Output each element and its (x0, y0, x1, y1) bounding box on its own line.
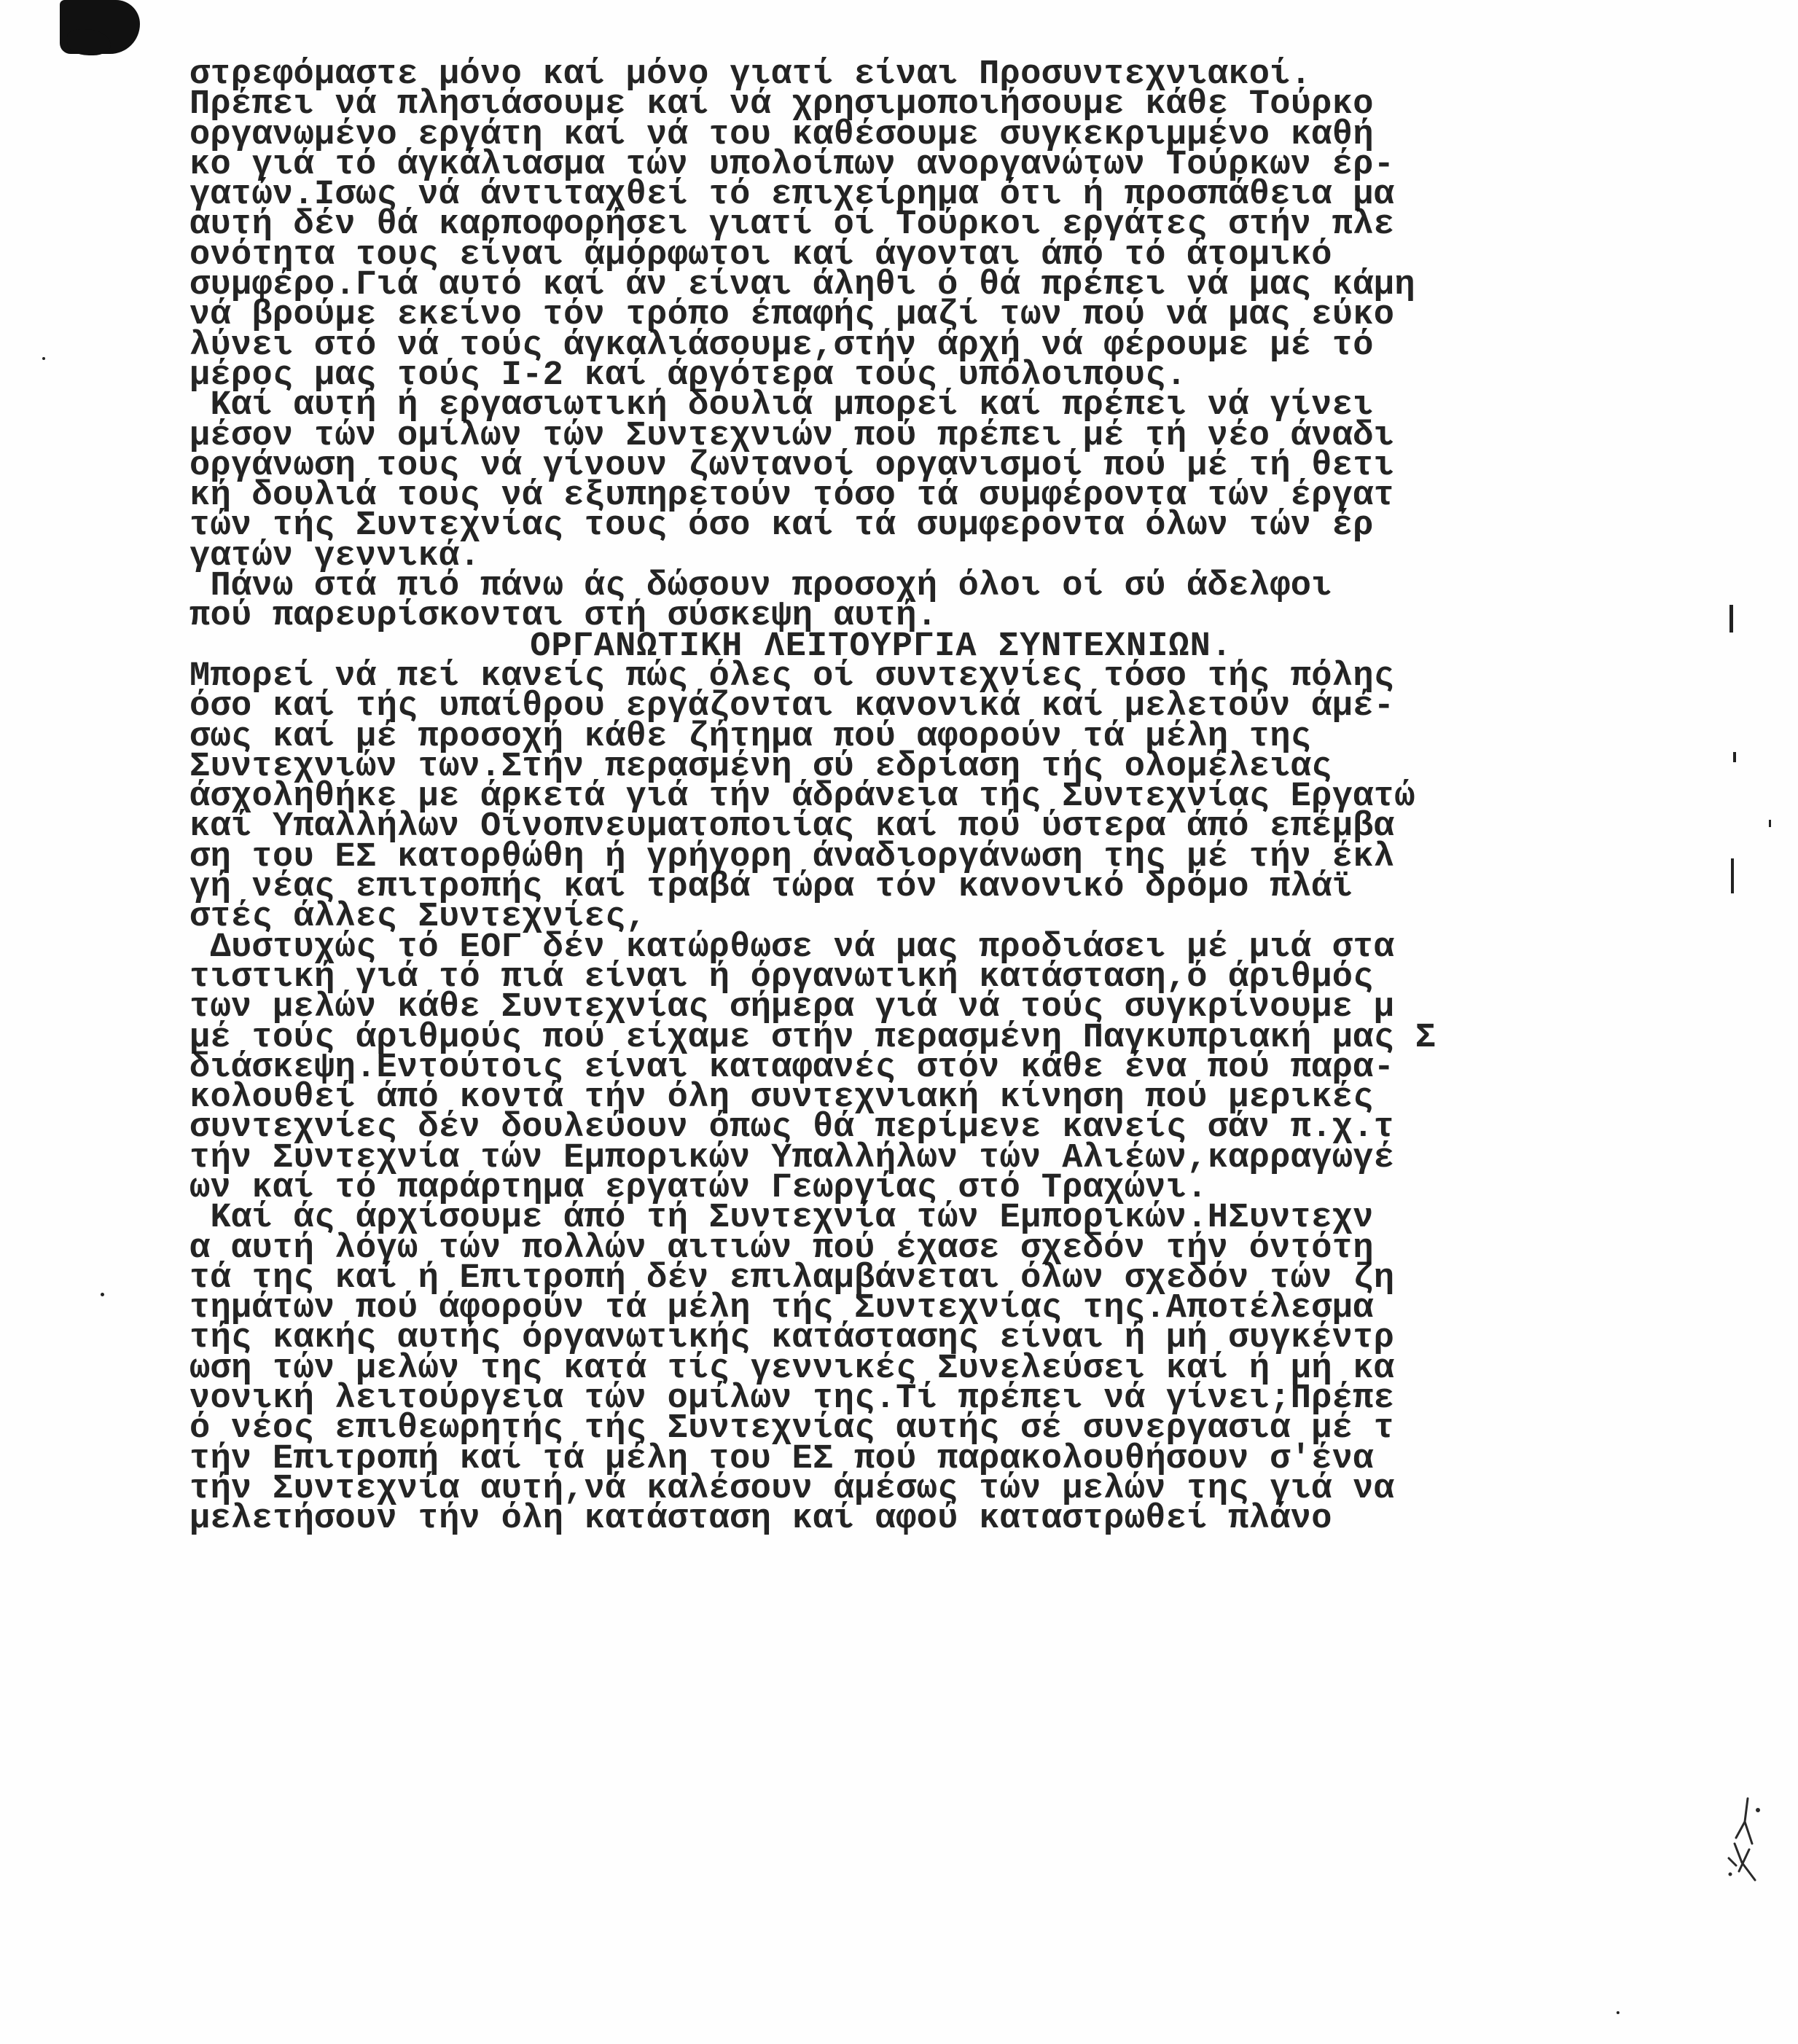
text-line: τών τής Συντεχνίας τους όσο καί τά συμφεροντα όλων τών έρ (189, 506, 1374, 546)
text-line: τημάτων πού άφορούν τά μέλη τής Συντεχνίας της.Αποτέλεσμα (189, 1289, 1374, 1328)
text-line: ων καί τό παράρτημα εργατών Γεωργίας στό Τραχώνι. (189, 1168, 1208, 1207)
text-line: αυτή δέν θά καρποφορήσει γιατί οί Τούρκοι εργάτες στήν πλε (189, 205, 1395, 245)
margin-scribble (1720, 1793, 1771, 1887)
text-line: τήν Συντεχνία τών Εμπορικών Υπαλλήλων τών Αλιέων,καρραγωγέ (189, 1138, 1395, 1178)
text-line: τήν Επιτροπή καί τά μέλη του ΕΣ πού παρακολουθήσουν σ'ένα (189, 1439, 1374, 1479)
text-line: γατών.Ισως νά άντιταχθεί τό επιχείρημα ότι ή προσπάθεια μα (189, 176, 1395, 215)
text-line: γή νέας επιτροπής καί τραβά τώρα τόν κανονικό δρόμο πλάϊ (189, 868, 1353, 907)
text-line: Καί άς άρχίσουμε άπό τή Συντεχνία τών Εμπορικών.ΗΣυντεχν (189, 1199, 1374, 1238)
text-line: τιστική γιά τό πιά είναι ή όργανωτική κατάσταση,ό άριθμός (189, 958, 1374, 997)
text-line: Πρέπει νά πλησιάσουμε καί νά χρησιμοποιήσουμε κάθε Τούρκο (189, 85, 1374, 125)
text-line: των μελών κάθε Συντεχνίας σήμερα γιά νά τούς συγκρίνουμε μ (189, 988, 1395, 1027)
text-line: καί Υπαλλήλων Οίνοπνευματοποιίας καί πού ύστερα άπό επέμβα (189, 807, 1395, 847)
text-line: συντεχνίες δέν δουλεύουν όπως θά περίμενε κανείς σάν π.χ.τ (189, 1108, 1395, 1148)
text-line: ό νέος επιθεωρητής τής Συντεχνίας αυτής σέ συνεργασια μέ τ (189, 1409, 1395, 1449)
text-line: κή δουλιά τους νά εξυπηρετούν τόσο τά συμφέροντα τών έργατ (189, 477, 1395, 516)
section-heading: ΟΡΓΑΝΩΤΙΚΗ ΛΕΙΤΟΥΡΓΙΑ ΣΥΝΤΕΧΝΙΩΝ. (189, 627, 1233, 666)
text-line: οργανωμένο εργάτη καί νά του καθέσουμε συγκεκριμμένο καθή (189, 115, 1374, 154)
speck (1617, 2011, 1619, 2014)
text-line: στρεφόμαστε μόνο καί μόνο γιατί είναι Προσυντεχνιακοί. (189, 55, 1312, 94)
text-line: λύνει στό νά τούς άγκαλιάσουμε,στήν άρχή νά φέρουμε μέ τό (189, 326, 1374, 365)
text-line: κο γιά τό άγκάλιασμα τών υπολοίπων ανοργανώτων Τούρκων έρ- (189, 145, 1395, 184)
text-line: πού παρευρίσκονται στή σύσκεψη αυτή. (189, 597, 938, 636)
text-line: τής κακής αυτής όργανωτικής κατάστασης είναι ή μή συγκέντρ (189, 1319, 1395, 1358)
text-line: τά της καί ή Επιτροπή δέν επιλαμβάνεται όλων σχεδόν τών ζη (189, 1258, 1395, 1298)
text-line: συμφέρο.Γιά αυτό καί άν είναι άληθι ό θά πρέπει νά μας κάμη (189, 266, 1415, 305)
text-line: οργάνωση τους νά γίνουν ζωντανοί οργανισμοί πού μέ τή θετι (189, 446, 1395, 485)
text-line: μέ τούς άριθμούς πού είχαμε στήν περασμένη Παγκυπριακή μας Σ (189, 1018, 1437, 1057)
text-line: Πάνω στά πιό πάνω άς δώσουν προσοχή όλοι οί σύ άδελφοι (189, 567, 1332, 606)
speck (101, 1293, 104, 1296)
text-line: κολουθεί άπό κοντά τήν όλη συντεχνιακή κίνηση πού μερικές (189, 1078, 1374, 1118)
text-line: στές άλλες Συντεχνίες, (189, 898, 647, 937)
text-line: νονική λειτούργεια τών ομίλων της.Τί πρέπει νά γίνει;Πρέπε (189, 1379, 1395, 1419)
text-line: όσο καί τής υπαίθρου εργάζονται κανονικά καί μελετούν άμέ- (189, 687, 1395, 727)
text-line: άσχοληθήκε με άρκετά γιά τήν άδράνεια τής Συντεχνίας Εργατώ (189, 778, 1415, 817)
text-line: διάσκεψη.Εντούτοις είναι καταφανές στόν κάθε ένα πού παρα- (189, 1048, 1395, 1087)
text-line: Συντεχνιών των.Στήν περασμένη σύ εδρίαση τής ολομέλειας (189, 747, 1332, 786)
text-line: Δυστυχώς τό ΕΟΓ δέν κατώρθωσε νά μας προδιάσει μέ μιά στα (189, 928, 1395, 967)
margin-mark (1731, 858, 1734, 893)
typewritten-text (189, 55, 1501, 1539)
text-line: ση του ΕΣ κατορθώθη ή γρήγορη άναδιοργάνωση της μέ τήν έκλ (189, 837, 1395, 877)
speck (42, 357, 45, 360)
text-line: μέσον τών ομίλων τών Συντεχνιών πού πρέπει μέ τή νέο άναδι (189, 416, 1395, 455)
ink-blot (60, 0, 140, 54)
text-line: μελετήσουν τήν όλη κατάσταση καί αφού καταστρωθεί πλάνο (189, 1500, 1332, 1539)
margin-mark (1769, 820, 1771, 827)
margin-mark (1733, 752, 1736, 762)
text-line: σως καί μέ προσοχή κάθε ζήτημα πού αφορούν τά μέλη της (189, 717, 1312, 756)
text-line: ονότητα τους είναι άμόρφωτοι καί άγονται άπό τό άτομικό (189, 235, 1332, 275)
text-line: μέρος μας τούς Ι-2 καί άργότερα τούς υπόλοιπους. (189, 356, 1187, 395)
text-line: Καί αυτή ή εργασιωτική δουλιά μπορεί καί πρέπει νά γίνει (189, 386, 1374, 426)
margin-mark (1729, 605, 1733, 633)
text-line: νά βρούμε εκείνο τόν τρόπο έπαφής μαζί των πού νά μας εύκο (189, 296, 1395, 335)
text-line: α αυτή λόγω τών πολλών αιτιών πού έχασε σχεδόν τήν όντότη (189, 1229, 1374, 1268)
text-line: Μπορεί νά πεί κανείς πώς όλες οί συντεχνίες τόσο τής πόλης (189, 657, 1395, 696)
text-line: τήν Συντεχνία αυτή,νά καλέσουν άμέσως τών μελών της γιά να (189, 1469, 1395, 1508)
text-line: ωση τών μελών της κατά τίς γεννικές Συνελεύσει καί ή μή κα (189, 1349, 1395, 1388)
text-line: γατών γεννικά. (189, 536, 481, 576)
